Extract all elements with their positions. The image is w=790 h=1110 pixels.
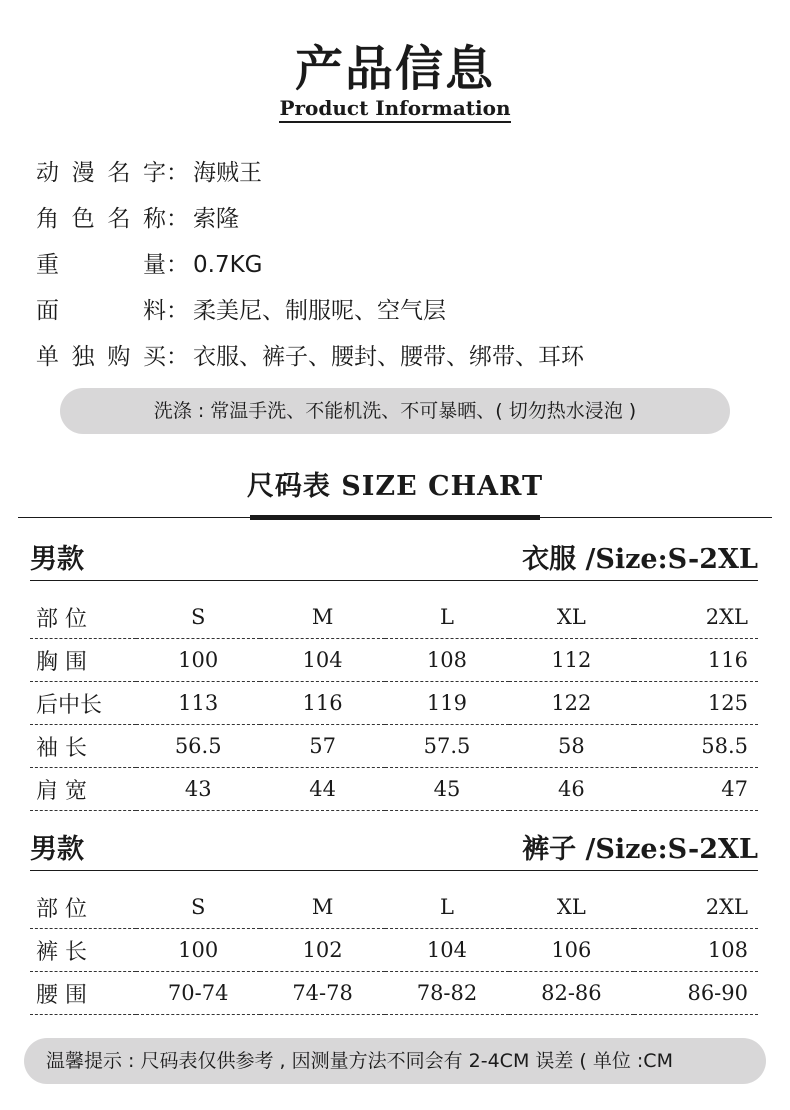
info-key: 单独购买 (36, 344, 166, 370)
table-cell: 82-86 (509, 972, 633, 1015)
table-row (30, 725, 758, 768)
row-label: 裤 长 (30, 929, 136, 972)
table-row (30, 639, 758, 682)
column-header: L (385, 596, 509, 639)
column-header: XL (509, 596, 633, 639)
info-value: 海贼王 (193, 160, 262, 186)
table-cell: 112 (509, 639, 633, 682)
table-row-header (30, 886, 758, 929)
table-cell: 86-90 (634, 972, 758, 1015)
info-value: 柔美尼、制服呢、空气层 (193, 298, 446, 324)
table-cell: 100 (136, 929, 260, 972)
table-cell: 108 (385, 639, 509, 682)
column-header: 部 位 (30, 596, 136, 639)
table-row (30, 929, 758, 972)
table-cell: 70-74 (136, 972, 260, 1015)
table-row-header (30, 596, 758, 639)
size-table-trousers (30, 886, 758, 1015)
page-subtitle-text: Product Information (279, 96, 510, 123)
section-gender-label: 男款 (30, 544, 84, 575)
section-gender-label: 男款 (30, 834, 84, 865)
table-cell: 47 (634, 768, 758, 811)
section-size-range: 衣服 /Size:S-2XL (522, 544, 758, 575)
info-row-fabric (36, 288, 756, 334)
table-cell: 119 (385, 682, 509, 725)
row-label: 后中长 (30, 682, 136, 725)
info-value: 索隆 (193, 206, 239, 232)
info-key: 重量 (36, 252, 166, 278)
table-row (30, 682, 758, 725)
info-colon: ： (166, 206, 189, 232)
info-value: 衣服、裤子、腰封、腰带、绑带、耳环 (193, 344, 584, 370)
table-cell: 102 (260, 929, 384, 972)
table-row (30, 768, 758, 811)
table-header-trousers (30, 830, 758, 871)
table-cell: 78-82 (385, 972, 509, 1015)
info-row-separate-purchase (36, 334, 756, 380)
info-colon: ： (166, 344, 189, 370)
table-row (30, 972, 758, 1015)
table-cell: 106 (509, 929, 633, 972)
table-cell: 58.5 (634, 725, 758, 768)
table-cell: 45 (385, 768, 509, 811)
column-header: M (260, 596, 384, 639)
title-underline (250, 515, 540, 520)
table-cell: 113 (136, 682, 260, 725)
column-header: 2XL (634, 886, 758, 929)
row-label: 肩 宽 (30, 768, 136, 811)
table-cell: 58 (509, 725, 633, 768)
table-cell: 57.5 (385, 725, 509, 768)
row-label: 袖 长 (30, 725, 136, 768)
column-header: L (385, 886, 509, 929)
table-cell: 122 (509, 682, 633, 725)
table-cell: 46 (509, 768, 633, 811)
row-label: 胸 围 (30, 639, 136, 682)
column-header: XL (509, 886, 633, 929)
info-key: 面料 (36, 298, 166, 324)
page-title: 产品信息 (294, 41, 495, 97)
table-cell: 56.5 (136, 725, 260, 768)
info-value: 0.7KG (193, 252, 263, 278)
section-size-range: 裤子 /Size:S-2XL (522, 834, 758, 865)
column-header: M (260, 886, 384, 929)
column-header: 部 位 (30, 886, 136, 929)
product-info-list (36, 150, 756, 380)
table-cell: 100 (136, 639, 260, 682)
info-colon: ： (166, 252, 189, 278)
table-cell: 57 (260, 725, 384, 768)
info-row-weight (36, 242, 756, 288)
info-colon: ： (166, 160, 189, 186)
column-header: S (136, 886, 260, 929)
info-colon: ： (166, 298, 189, 324)
table-cell: 108 (634, 929, 758, 972)
column-header: S (136, 596, 260, 639)
column-header: 2XL (634, 596, 758, 639)
table-cell: 43 (136, 768, 260, 811)
table-cell: 104 (260, 639, 384, 682)
info-row-anime (36, 150, 756, 196)
row-label: 腰 围 (30, 972, 136, 1015)
info-row-character (36, 196, 756, 242)
table-header-clothing (30, 540, 758, 581)
info-key: 动漫名字 (36, 160, 166, 186)
size-chart-title: 尺码表 SIZE CHART (246, 471, 544, 502)
table-cell: 74-78 (260, 972, 384, 1015)
table-cell: 116 (634, 639, 758, 682)
table-cell: 104 (385, 929, 509, 972)
info-key: 角色名称 (36, 206, 166, 232)
size-tip: 温馨提示 : 尺码表仅供参考 , 因测量方法不同会有 2-4CM 误差 ( 单位 :CM (24, 1038, 766, 1084)
table-cell: 44 (260, 768, 384, 811)
size-table-clothing (30, 596, 758, 811)
table-cell: 125 (634, 682, 758, 725)
wash-instructions: 洗涤 : 常温手洗、不能机洗、不可暴晒、( 切勿热水浸泡 ) (60, 388, 730, 434)
table-cell: 116 (260, 682, 384, 725)
page-subtitle (0, 96, 790, 120)
